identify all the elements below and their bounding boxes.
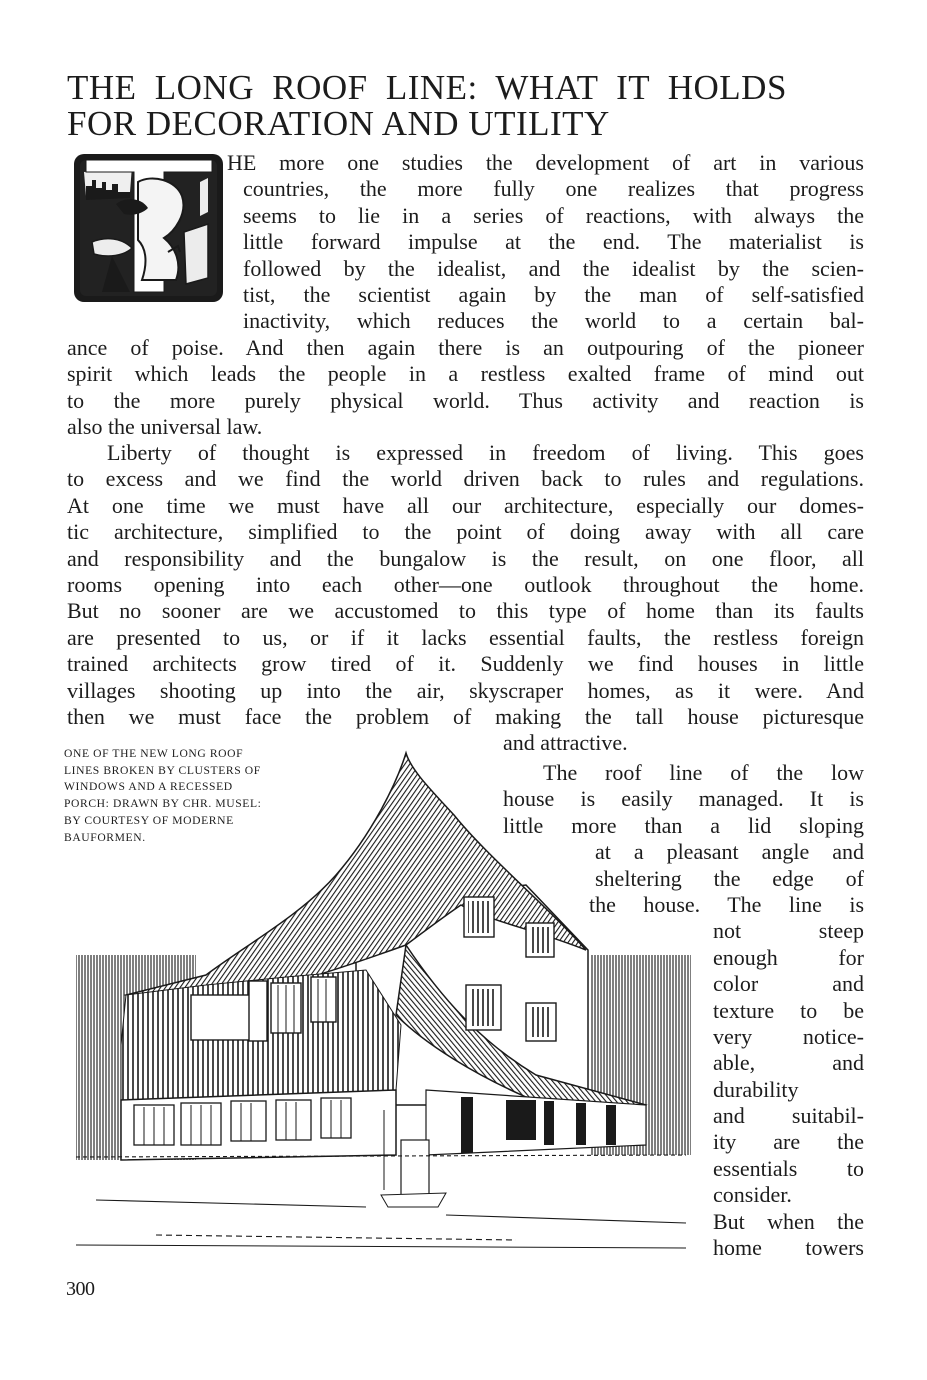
caption-line: LINES BROKEN BY CLUSTERS OF [64,763,261,777]
text-line: seems to lie in a series of reactions, with always the [243,202,864,228]
text-line: consider. [713,1182,792,1208]
text-line: ance of poise. And then again there is an outpouring of the pioneer [67,334,864,360]
caption-line: PORCH: DRAWN BY CHR. MUSEL: [64,797,262,811]
text-line: color and [713,971,864,997]
text-line: at a pleasant angle and [595,839,864,865]
text-line: the house. The line is [589,891,864,917]
text-line: ity are the [713,1129,864,1155]
text-line: also the universal law. [67,413,263,439]
text-line: rooms opening into each other—one outlook throughout the home. [67,571,864,597]
text-line: able, and [713,1050,864,1076]
figure-caption [64,746,339,846]
text-line: sheltering the edge of [595,865,864,891]
text-line: HE more one studies the development of art in various [227,150,864,175]
text-line: and attractive. [503,730,628,756]
text-line: inactivity, which reduces the world to a certain bal- [243,308,864,334]
caption-line: BAUFORMEN. [64,830,146,844]
text-line: villages shooting up into the air, skyscraper homes, as it were. And [67,677,864,703]
text-line: little forward impulse at the end. The materialist is [243,229,864,255]
title-line-1: THE LONG ROOF LINE: WHAT IT HOLDS [67,68,787,107]
caption-line: BY COURTESY OF MODERNE [64,813,234,827]
article-title [67,70,867,142]
title-line-2: FOR DECORATION AND UTILITY [67,104,610,143]
text-line: But when the [713,1208,864,1234]
text-line: and responsibility and the bungalow is the result, on one floor, all [67,545,864,571]
caption-line: ONE OF THE NEW LONG ROOF [64,747,244,760]
text-line: The roof line of the low [543,760,864,785]
text-line: tic architecture, simplified to the point of doing away with all care [67,519,864,545]
text-line: texture to be [713,997,864,1023]
text-line: to the more purely physical world. Thus activity and reaction is [67,387,864,413]
text-line: and suitabil- [713,1103,864,1129]
paragraph-2 [67,440,864,757]
text-line: trained architects grow tired of it. Suddenly we find houses in little [67,651,864,677]
text-line: tist, the scientist again by the man of self-satisfied [243,281,864,307]
text-line: followed by the idealist, and the idealist by the scien- [243,255,864,281]
text-line: Liberty of thought is expressed in freedom of living. This goes [107,440,864,465]
text-line: essentials to [713,1155,864,1181]
text-line: At one time we must have all our architecture, especially our domes- [67,492,864,518]
paragraph-1 [67,150,864,440]
text-line: But no sooner are we accustomed to this type of home than its faults [67,598,864,624]
text-line: house is easily managed. It is [503,786,864,812]
text-line: enough for [713,944,864,970]
text-line: countries, the more fully one realizes that progress [243,176,864,202]
text-line: little more than a lid sloping [503,812,864,838]
page-number: 300 [66,1278,95,1300]
text-line: to excess and we find the world driven back to rules and regulations. [67,466,864,492]
text-line: not steep [713,918,864,944]
text-line: home towers [713,1235,864,1261]
text-line: very notice- [713,1023,864,1049]
text-line: spirit which leads the people in a restless exalted frame of mind out [67,361,864,387]
text-line: are presented to us, or if it lacks essential faults, the restless foreign [67,624,864,650]
caption-line: WINDOWS AND A RECESSED [64,780,233,794]
text-line: then we must face the problem of making the tall house picturesque [67,703,864,729]
text-line: durability [713,1076,799,1102]
